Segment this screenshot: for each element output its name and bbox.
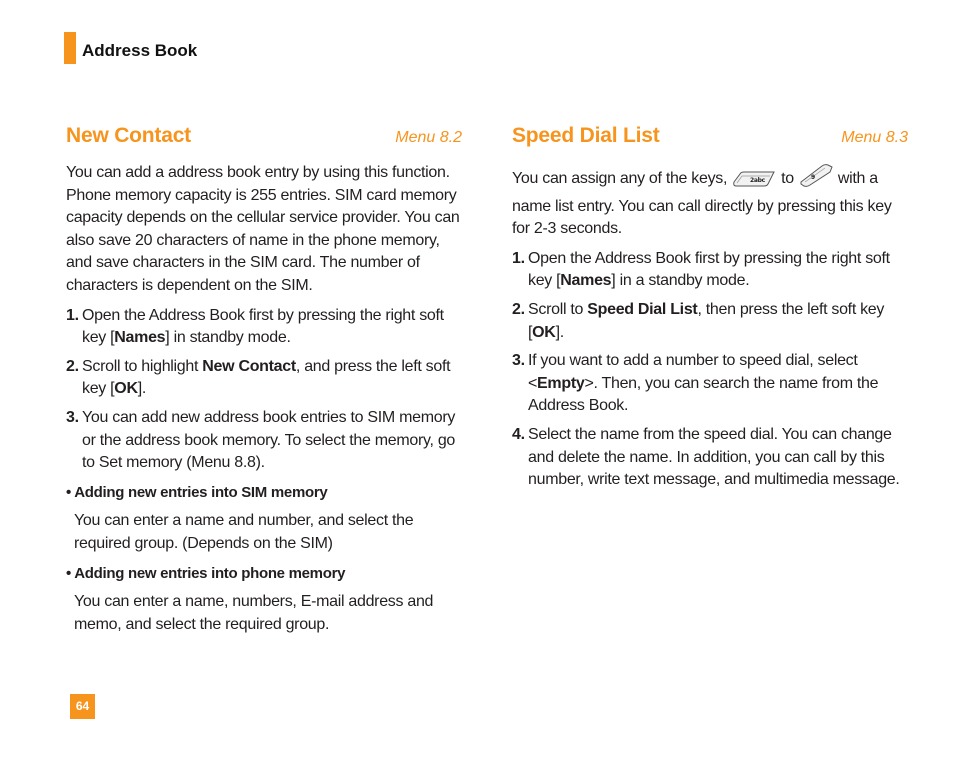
bullet-heading: • Adding new entries into SIM memory [66,483,328,501]
step-keyword: OK [532,323,556,341]
step-text: Scroll to [528,300,588,318]
step-keyword: Names [560,272,612,290]
step-text: , and press the left soft key [ [82,357,451,398]
bullet-body: You can enter a name and number, and select the required group. (Depends on the SIM) [74,512,414,552]
step-number: 4. [512,425,525,443]
step-item [66,305,462,350]
step-list [66,305,462,475]
step-text: , then press the left soft key [ [528,300,885,341]
step-text: ] in a standby mode. [611,272,750,290]
step-number: 1. [66,306,79,324]
section-title: New Contact [66,124,191,147]
step-list [512,248,908,492]
speed-dial-heading [512,124,908,154]
step-item [512,350,908,418]
step-text: ]. [555,323,564,341]
step-number: 3. [512,352,525,370]
page-number-badge: 64 [70,694,95,719]
intro-text: to [781,170,794,187]
header-accent-bar [64,32,76,64]
step-text: Open the Address Book first by pressing the right soft key [ [528,249,890,290]
intro-text: You can assign any of the keys, [512,170,728,187]
intro-paragraph [512,162,908,241]
menu-reference: Menu 8.2 [395,129,462,146]
step-text: Open the Address Book first by pressing the right soft key [ [82,306,444,347]
step-number: 1. [512,249,525,267]
step-keyword: Speed Dial List [587,300,698,318]
step-text: ]. [137,380,146,398]
step-keyword: Empty [537,374,585,392]
key-2-icon [731,170,777,196]
step-keyword: New Contact [202,357,296,375]
intro-paragraph: You can add a address book entry by using this function. Phone memory capacity is 255 entries. SIM card memory capacity depends on the cellular service provider. You can also save 20 characters of name in the phone memory, and save characters in the SIM card. The number of characters is dependent on the SIM. [66,164,460,294]
step-number: 3. [66,408,79,426]
step-number: 2. [66,357,79,375]
section-title: Speed Dial List [512,124,660,147]
svg-text:2abc: 2abc [750,177,766,184]
step-text: If you want to add a number to speed dial, select < [528,352,858,392]
step-item [512,424,908,492]
step-item [66,407,462,475]
step-text: You can add new address book entries to SIM memory or the address book memory. To select the memory, go to Set memory (Menu 8.8). [82,408,456,472]
speed-dial-section [512,124,908,498]
svg-text:9: 9 [810,174,815,181]
new-contact-heading [66,124,462,154]
step-item [512,248,908,293]
step-keyword: OK [114,380,138,398]
key-9-icon [798,162,834,196]
step-text: Scroll to highlight [82,357,203,375]
step-keyword: Names [114,329,166,347]
step-text: >. Then, you can search the name from the Address Book. [528,374,879,415]
step-item [66,356,462,401]
new-contact-section [66,124,462,640]
bullet-heading: • Adding new entries into phone memory [66,564,346,582]
intro-text: with a name list entry. You can call directly by pressing this key for 2-3 seconds. [512,170,892,238]
step-text: Select the name from the speed dial. You can change and delete the name. In addition, you can call by this number, write text message, and multimedia message. [528,425,900,489]
bullet-body: You can enter a name, numbers, E-mail address and memo, and select the required group. [74,593,434,633]
page-header-title: Address Book [82,41,198,60]
menu-reference: Menu 8.3 [841,129,908,146]
step-text: ] in standby mode. [165,329,291,347]
step-number: 2. [512,300,525,318]
step-item [512,299,908,344]
